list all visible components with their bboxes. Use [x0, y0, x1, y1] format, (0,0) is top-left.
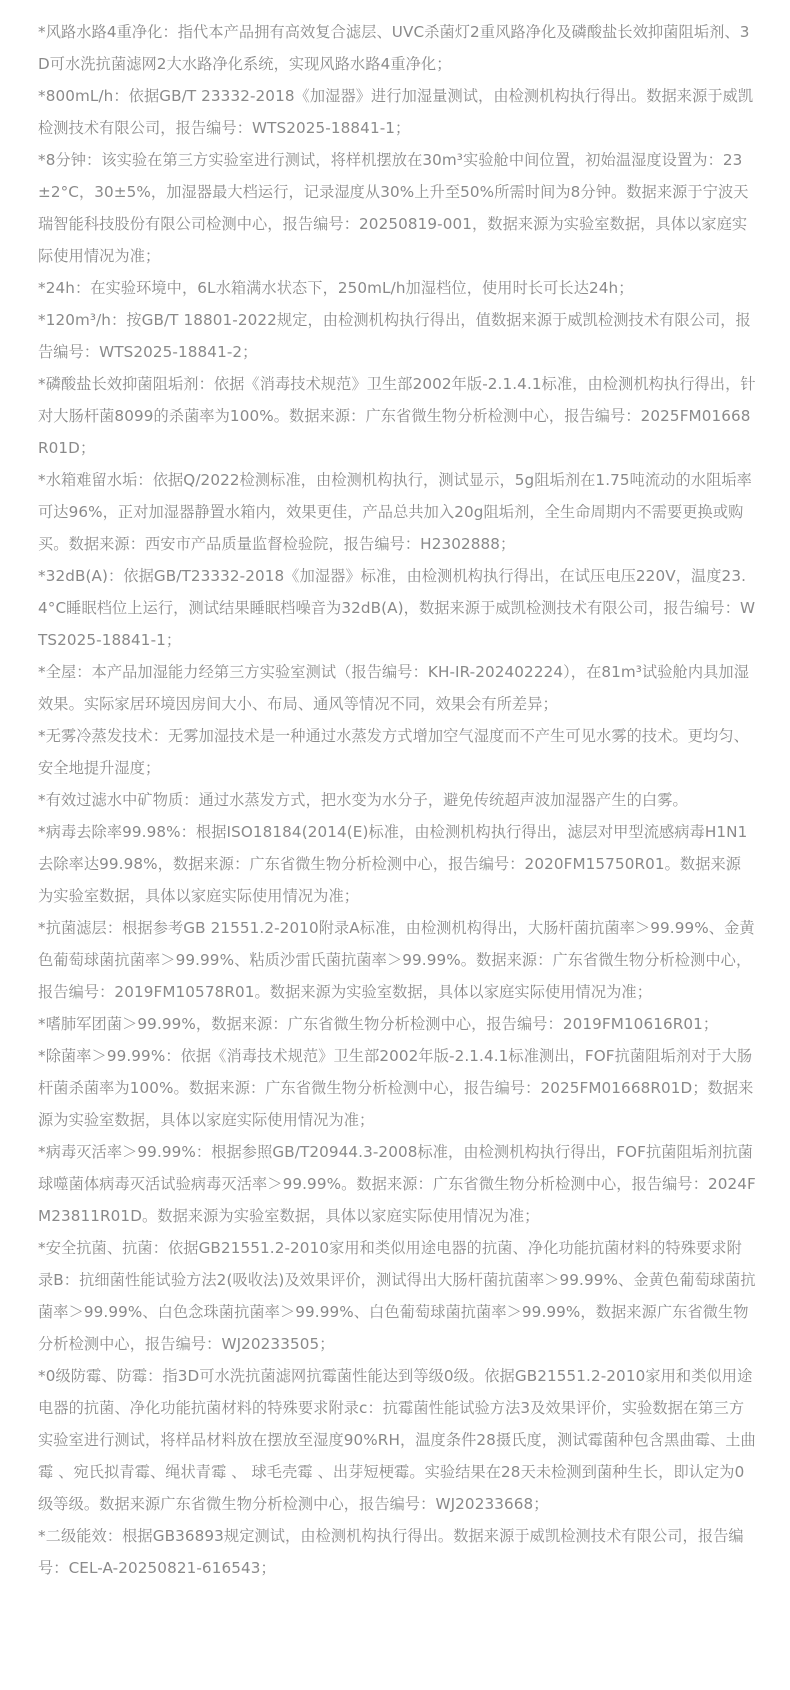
note-mineral-filtering: *有效过滤水中矿物质：通过水蒸发方式，把水变为水分子，避免传统超声波加湿器产生的白雾。: [38, 791, 688, 809]
note-antibacterial-filter: *抗菌滤层：根据参考GB 21551.2-2010附录A标准，由检测机构得出，大肠杆菌抗菌率＞99.99%、金黄色葡萄球菌抗菌率＞99.99%、粘质沙雷氏菌抗菌率＞99.99%。数据来源：广东省微生物分析检测中心，报告编号：2019FM10578R01。数据来源为实验室数据，具体以家庭实际使用情况为准；: [38, 919, 755, 1001]
note-eight-minutes: *8分钟：该实验在第三方实验室进行测试，将样机摆放在30m³实验舱中间位置，初始温湿度设置为：23±2°C，30±5%，加湿器最大档运行，记录湿度从30%上升至50%所需时间为8分钟。数据来源于宁波天瑞智能科技股份有限公司检测中心，报告编号：20250819-001，数据来源为实验室数据，具体以家庭实际使用情况为准；: [38, 151, 749, 265]
note-humidification-rate: *800mL/h：依据GB/T 23332-2018《加湿器》进行加湿量测试，由检测机构执行得出。数据来源于威凯检测技术有限公司，报告编号：WTS2025-18841-1；: [38, 87, 754, 137]
note-cadr: *120m³/h：按GB/T 18801-2022规定，由检测机构执行得出，值数据来源于威凯检测技术有限公司，报告编号：WTS2025-18841-2；: [38, 311, 751, 361]
note-scale-prevention: *水箱难留水垢：依据Q/2022检测标准，由检测机构执行，测试显示，5g阻垢剂在1.75吨流动的水阻垢率可达96%，正对加湿器静置水箱内，效果更佳，产品总共加入20g阻垢剂，全生命周期内不需要更换或购买。数据来源：西安市产品质量监督检验院，报告编号：H2302888；: [38, 471, 752, 553]
note-sterilization-rate: *除菌率＞99.99%：依据《消毒技术规范》卫生部2002年版-2.1.4.1标准测出，FOF抗菌阻垢剂对于大肠杆菌杀菌率为100%。数据来源：广东省微生物分析检测中心，报告编号：2025FM01668R01D；数据来源为实验室数据，具体以家庭实际使用情况为准；: [38, 1047, 754, 1129]
note-mold-resistance: *0级防霉、防霉：指3D可水洗抗菌滤网抗霉菌性能达到等级0级。依据GB21551.2-2010家用和类似用途电器的抗菌、净化功能抗菌材料的特殊要求附录c：抗霉菌性能试验方法3及效果评价，实验数据在第三方实验室进行测试，将样品材料放在摆放至湿度90%RH，温度条件28摄氏度，测试霉菌种包含黑曲霉、土曲霉 、宛氏拟青霉、绳状青霉 、 球毛壳霉 、出芽短梗霉。实验结果在28天未检测到菌种生长，即认定为0级等级。数据来源广东省微生物分析检测中心，报告编号：WJ20233668；: [38, 1367, 756, 1513]
note-24h-runtime: *24h：在实验环境中，6L水箱满水状态下，250mL/h加湿档位，使用时长可长达24h；: [38, 279, 634, 297]
note-legionella: *嗜肺军团菌＞99.99%，数据来源：广东省微生物分析检测中心，报告编号：2019FM10616R01；: [38, 1015, 719, 1033]
note-whole-house: *全屋：本产品加湿能力经第三方实验室测试（报告编号：KH-IR-202402224），在81m³试验舱内具加湿效果。实际家居环境因房间大小、布局、通风等情况不同，效果会有所差异；: [38, 663, 749, 713]
note-energy-efficiency: *二级能效：根据GB36893规定测试，由检测机构执行得出。数据来源于威凯检测技术有限公司，报告编号：CEL-A-20250821-616543；: [38, 1527, 744, 1577]
note-virus-removal: *病毒去除率99.98%：根据ISO18184(2014(E)标准，由检测机构执行得出，滤层对甲型流感病毒H1N1去除率达99.98%，数据来源：广东省微生物分析检测中心，报告编号：2020FM15750R01。数据来源为实验室数据，具体以家庭实际使用情况为准；: [38, 823, 748, 905]
note-virus-inactivation: *病毒灭活率＞99.99%：根据参照GB/T20944.3-2008标准，由检测机构执行得出，FOF抗菌阻垢剂抗菌球噬菌体病毒灭活试验病毒灭活率＞99.99%。数据来源：广东省微生物分析检测中心，报告编号：2024FM23811R01D。数据来源为实验室数据，具体以家庭实际使用情况为准；: [38, 1143, 756, 1225]
note-safe-antibacterial: *安全抗菌、抗菌：依据GB21551.2-2010家用和类似用途电器的抗菌、净化功能抗菌材料的特殊要求附录B：抗细菌性能试验方法2(吸收法)及效果评价，测试得出大肠杆菌抗菌率＞99.99%、金黄色葡萄球菌抗菌率＞99.99%、白色念珠菌抗菌率＞99.99%、白色葡萄球菌抗菌率＞99.99%，数据来源广东省微生物分析检测中心，报告编号：WJ20233505；: [38, 1239, 756, 1353]
note-mistless-evaporation: *无雾冷蒸发技术：无雾加湿技术是一种通过水蒸发方式增加空气湿度而不产生可见水雾的技术。更均匀、安全地提升湿度；: [38, 727, 749, 777]
note-air-water-purification: *风路水路4重净化：指代本产品拥有高效复合滤层、UVC杀菌灯2重风路净化及磷酸盐长效抑菌阻垢剂、3D可水洗抗菌滤网2大水路净化系统，实现风路水路4重净化；: [38, 23, 750, 73]
note-phosphate-agent: *磷酸盐长效抑菌阻垢剂：依据《消毒技术规范》卫生部2002年版-2.1.4.1标准，由检测机构执行得出，针对大肠杆菌8099的杀菌率为100%。数据来源：广东省微生物分析检测中心，报告编号：2025FM01668R01D；: [38, 375, 756, 457]
note-noise-level: *32dB(A)：依据GB/T23332-2018《加湿器》标准，由检测机构执行得出，在试压电压220V，温度23.4°C睡眠档位上运行，测试结果睡眠档噪音为32dB(A)，数据来源于威凯检测技术有限公司，报告编号：WTS2025-18841-1；: [38, 567, 756, 649]
